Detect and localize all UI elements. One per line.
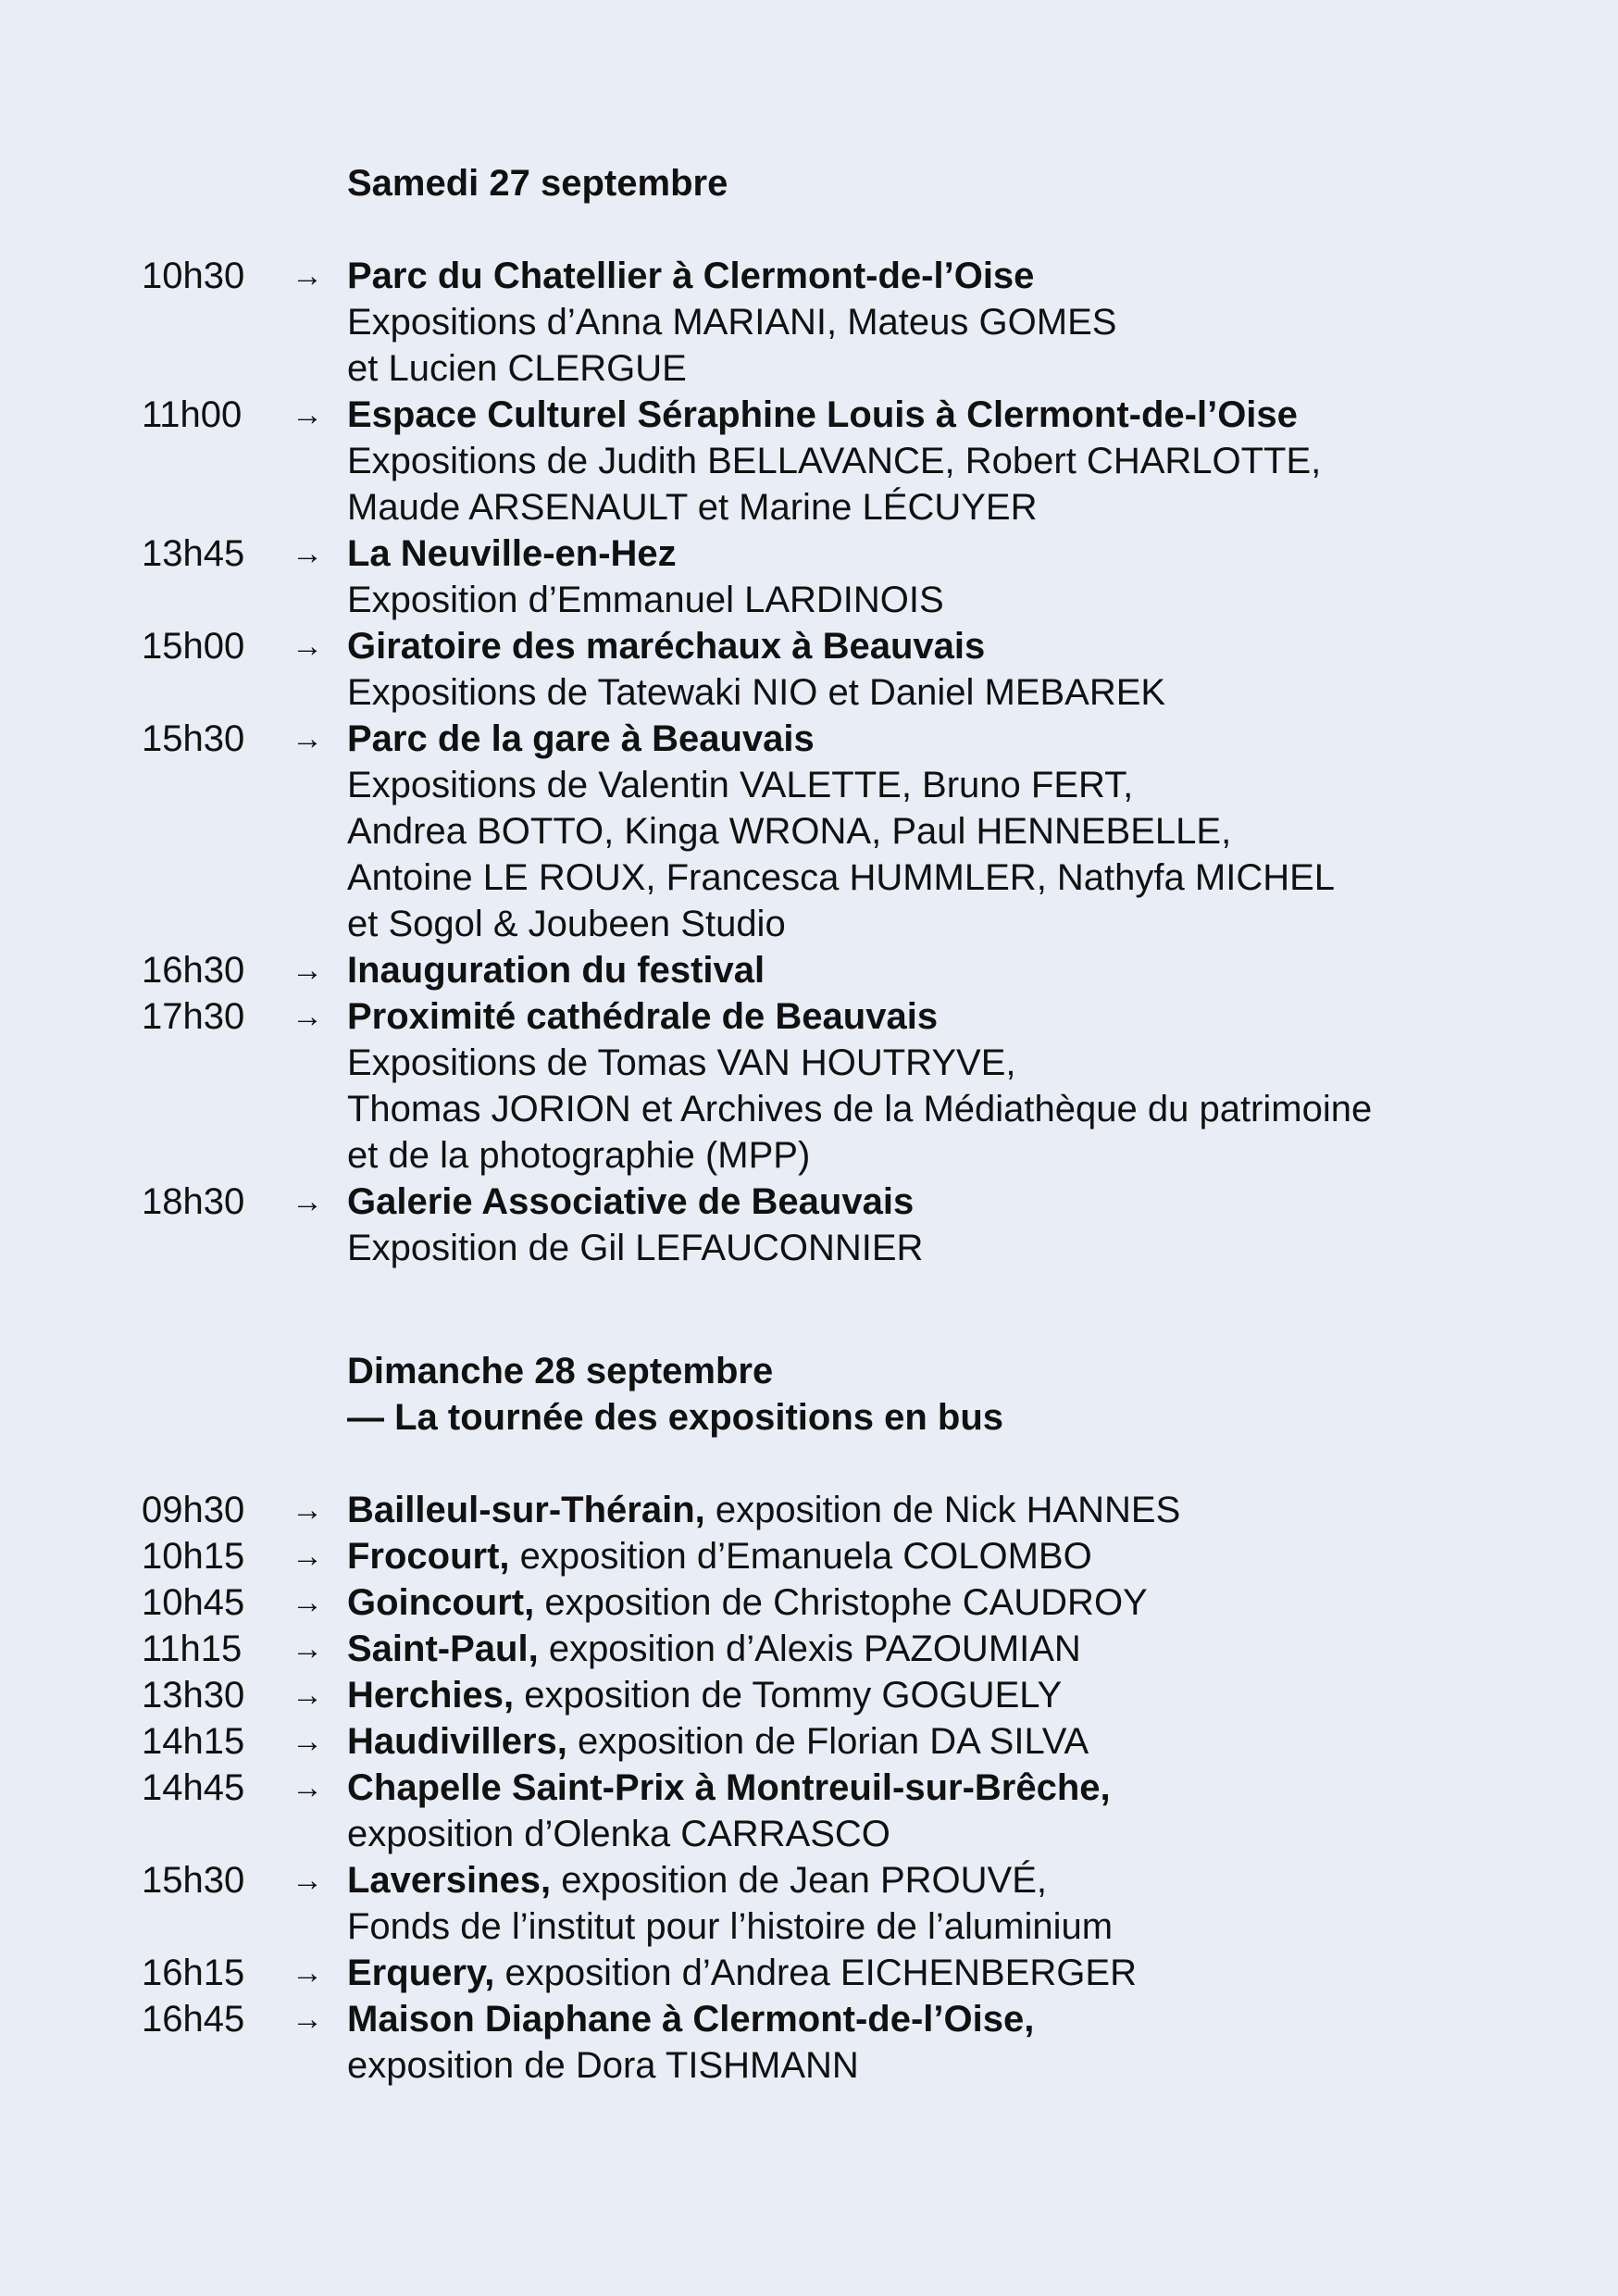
entry-body <box>347 947 1562 993</box>
arrow-right-icon: → <box>292 721 323 757</box>
time-label: 15h30 <box>142 718 245 760</box>
time-label: 14h45 <box>142 1767 245 1809</box>
exhibition-line: Antoine LE ROUX, Francesca HUMMLER, Nathyfa MICHEL <box>347 857 1336 899</box>
entry-first-line <box>347 392 1562 438</box>
exhibition-line: Fonds de l’institut pour l’histoire de l’aluminium <box>347 1906 1114 1948</box>
exhibition-inline: exposition d’Andrea EICHENBERGER <box>494 1953 1137 1994</box>
entry-first-line <box>347 1179 1562 1225</box>
exhibition-inline: exposition d’Alexis PAZOUMIAN <box>538 1628 1081 1670</box>
arrow-right-icon: → <box>292 1724 323 1760</box>
time-label: 11h15 <box>142 1628 243 1670</box>
place-name: Parc de la gare à Beauvais <box>347 718 815 760</box>
arrow-right-icon: → <box>292 2002 323 2038</box>
schedule-row <box>142 1765 1562 1857</box>
exhibition-line: Expositions de Judith BELLAVANCE, Robert CHARLOTTE, <box>347 441 1322 482</box>
exhibition-inline: exposition d’Emanuela COLOMBO <box>509 1536 1092 1578</box>
arrow-right-icon: → <box>292 1492 323 1529</box>
time-label: 10h15 <box>142 1536 245 1578</box>
entry-first-line <box>347 530 1562 577</box>
entry-body <box>347 1765 1562 1857</box>
schedule-row <box>142 1718 1562 1765</box>
exhibition-line: et Sogol & Joubeen Studio <box>347 904 786 945</box>
exhibition-line: Thomas JORION et Archives de la Médiathèque du patrimoine <box>347 1089 1373 1130</box>
saturday-heading <box>347 160 1562 206</box>
entry-first-line <box>347 1718 1562 1765</box>
schedule-row <box>142 1950 1562 1996</box>
entry-first-line <box>347 1672 1562 1718</box>
arrow-right-icon: → <box>292 1631 323 1667</box>
exhibition-inline: exposition de Nick HANNES <box>704 1490 1181 1531</box>
place-name: Haudivillers, <box>347 1721 567 1763</box>
entry-body <box>347 392 1562 530</box>
schedule-row <box>142 1996 1562 2089</box>
place-name: Proximité cathédrale de Beauvais <box>347 996 939 1038</box>
time-label: 10h45 <box>142 1582 245 1624</box>
time-label: 14h15 <box>142 1721 245 1763</box>
entry-body <box>347 1626 1562 1672</box>
entry-body <box>347 1996 1562 2089</box>
entry-body <box>347 1857 1562 1950</box>
exhibition-line: Expositions d’Anna MARIANI, Mateus GOMES <box>347 302 1117 343</box>
time-label: 18h30 <box>142 1181 245 1223</box>
time-label: 11h00 <box>142 394 243 436</box>
arrow-right-icon: → <box>292 999 323 1035</box>
exhibition-line: Andrea BOTTO, Kinga WRONA, Paul HENNEBELLE, <box>347 811 1232 853</box>
entry-first-line <box>347 1996 1562 2042</box>
arrow-right-icon: → <box>292 629 323 665</box>
place-name: Inauguration du festival <box>347 950 765 992</box>
place-name: Espace Culturel Séraphine Louis à Clermont-de-l’Oise <box>347 394 1298 436</box>
entry-first-line <box>347 1487 1562 1533</box>
exhibition-line: Exposition de Gil LEFAUCONNIER <box>347 1228 924 1269</box>
entry-first-line <box>347 253 1562 299</box>
entry-body <box>347 1487 1562 1533</box>
arrow-right-icon: → <box>292 1539 323 1575</box>
saturday-heading-text: Samedi 27 septembre <box>347 163 728 205</box>
entry-body <box>347 253 1562 392</box>
entry-first-line <box>347 1533 1562 1579</box>
place-name: Goincourt, <box>347 1582 535 1624</box>
time-label: 15h00 <box>142 626 245 668</box>
exhibition-inline: exposition de Jean PROUVÉ, <box>551 1860 1047 1902</box>
exhibition-line: Exposition d’Emmanuel LARDINOIS <box>347 580 944 621</box>
entry-body <box>347 1179 1562 1271</box>
arrow-right-icon: → <box>292 1863 323 1899</box>
entry-body <box>347 1672 1562 1718</box>
time-label: 16h15 <box>142 1953 245 1994</box>
schedule-row <box>142 716 1562 947</box>
sunday-subheading: — La tournée des expositions en bus <box>347 1397 1004 1439</box>
time-label: 16h30 <box>142 950 245 992</box>
saturday-section <box>0 160 1562 1271</box>
place-name: Parc du Chatellier à Clermont-de-l’Oise <box>347 256 1035 297</box>
entry-first-line <box>347 1626 1562 1672</box>
schedule-row <box>142 993 1562 1179</box>
entry-first-line <box>347 993 1562 1040</box>
exhibition-line: Expositions de Tomas VAN HOUTRYVE, <box>347 1042 1016 1084</box>
arrow-right-icon: → <box>292 953 323 989</box>
arrow-right-icon: → <box>292 258 323 294</box>
time-label: 13h45 <box>142 533 245 575</box>
entry-body <box>347 1579 1562 1626</box>
entry-first-line <box>347 1950 1562 1996</box>
schedule-row <box>142 947 1562 993</box>
exhibition-line: Expositions de Tatewaki NIO et Daniel MEBAREK <box>347 672 1166 714</box>
arrow-right-icon: → <box>292 1184 323 1220</box>
entry-first-line <box>347 716 1562 762</box>
exhibition-line: exposition d’Olenka CARRASCO <box>347 1814 890 1855</box>
place-name: Erquery, <box>347 1953 495 1994</box>
schedule-row <box>142 623 1562 716</box>
place-name: Saint-Paul, <box>347 1628 539 1670</box>
entry-body <box>347 1533 1562 1579</box>
schedule-row <box>142 392 1562 530</box>
schedule-row <box>142 1533 1562 1579</box>
schedule-row <box>142 253 1562 392</box>
schedule-row <box>142 1487 1562 1533</box>
place-name: Laversines, <box>347 1860 552 1902</box>
schedule-row <box>142 1579 1562 1626</box>
arrow-right-icon: → <box>292 397 323 433</box>
sunday-section <box>0 1348 1562 2089</box>
exhibition-inline: exposition de Tommy GOGUELY <box>514 1675 1063 1716</box>
exhibition-line: Maude ARSENAULT et Marine LÉCUYER <box>347 487 1038 529</box>
section-divider <box>0 1271 1562 1317</box>
entry-first-line <box>347 623 1562 669</box>
exhibition-line: Expositions de Valentin VALETTE, Bruno FERT, <box>347 765 1134 806</box>
sunday-heading <box>347 1348 1562 1441</box>
time-label: 13h30 <box>142 1675 245 1716</box>
exhibition-inline: exposition de Christophe CAUDROY <box>534 1582 1148 1624</box>
place-name: Herchies, <box>347 1675 515 1716</box>
place-name: La Neuville-en-Hez <box>347 533 677 575</box>
place-name: Giratoire des maréchaux à Beauvais <box>347 626 986 668</box>
place-name: Galerie Associative de Beauvais <box>347 1181 915 1223</box>
time-label: 10h30 <box>142 256 245 297</box>
place-name: Bailleul-sur-Thérain, <box>347 1490 705 1531</box>
exhibition-line: et Lucien CLERGUE <box>347 348 687 390</box>
arrow-right-icon: → <box>292 1678 323 1714</box>
entry-first-line <box>347 1857 1562 1903</box>
entry-first-line <box>347 1765 1562 1811</box>
schedule-row <box>142 1672 1562 1718</box>
entry-body <box>347 1718 1562 1765</box>
arrow-right-icon: → <box>292 1955 323 1991</box>
entry-first-line <box>347 1579 1562 1626</box>
time-label: 09h30 <box>142 1490 245 1531</box>
time-label: 16h45 <box>142 1999 245 2040</box>
entry-body <box>347 716 1562 947</box>
exhibition-line: et de la photographie (MPP) <box>347 1135 811 1177</box>
schedule-row <box>142 1626 1562 1672</box>
schedule-row <box>142 1857 1562 1950</box>
place-name: Maison Diaphane à Clermont-de-l’Oise, <box>347 1999 1035 2040</box>
place-name: Frocourt, <box>347 1536 510 1578</box>
exhibition-line: exposition de Dora TISHMANN <box>347 2045 859 2087</box>
entry-body <box>347 993 1562 1179</box>
schedule-row <box>142 1179 1562 1271</box>
saturday-schedule <box>0 253 1562 1271</box>
time-label: 17h30 <box>142 996 245 1038</box>
sunday-schedule <box>0 1487 1562 2089</box>
entry-first-line <box>347 947 1562 993</box>
entry-body <box>347 1950 1562 1996</box>
place-name: Chapelle Saint-Prix à Montreuil-sur-Brêche, <box>347 1767 1111 1809</box>
arrow-right-icon: → <box>292 536 323 572</box>
arrow-right-icon: → <box>292 1770 323 1806</box>
sunday-heading-text: Dimanche 28 septembre <box>347 1351 774 1392</box>
time-label: 15h30 <box>142 1860 245 1902</box>
entry-body <box>347 530 1562 623</box>
schedule-row <box>142 530 1562 623</box>
arrow-right-icon: → <box>292 1585 323 1621</box>
exhibition-inline: exposition de Florian DA SILVA <box>566 1721 1089 1763</box>
entry-body <box>347 623 1562 716</box>
